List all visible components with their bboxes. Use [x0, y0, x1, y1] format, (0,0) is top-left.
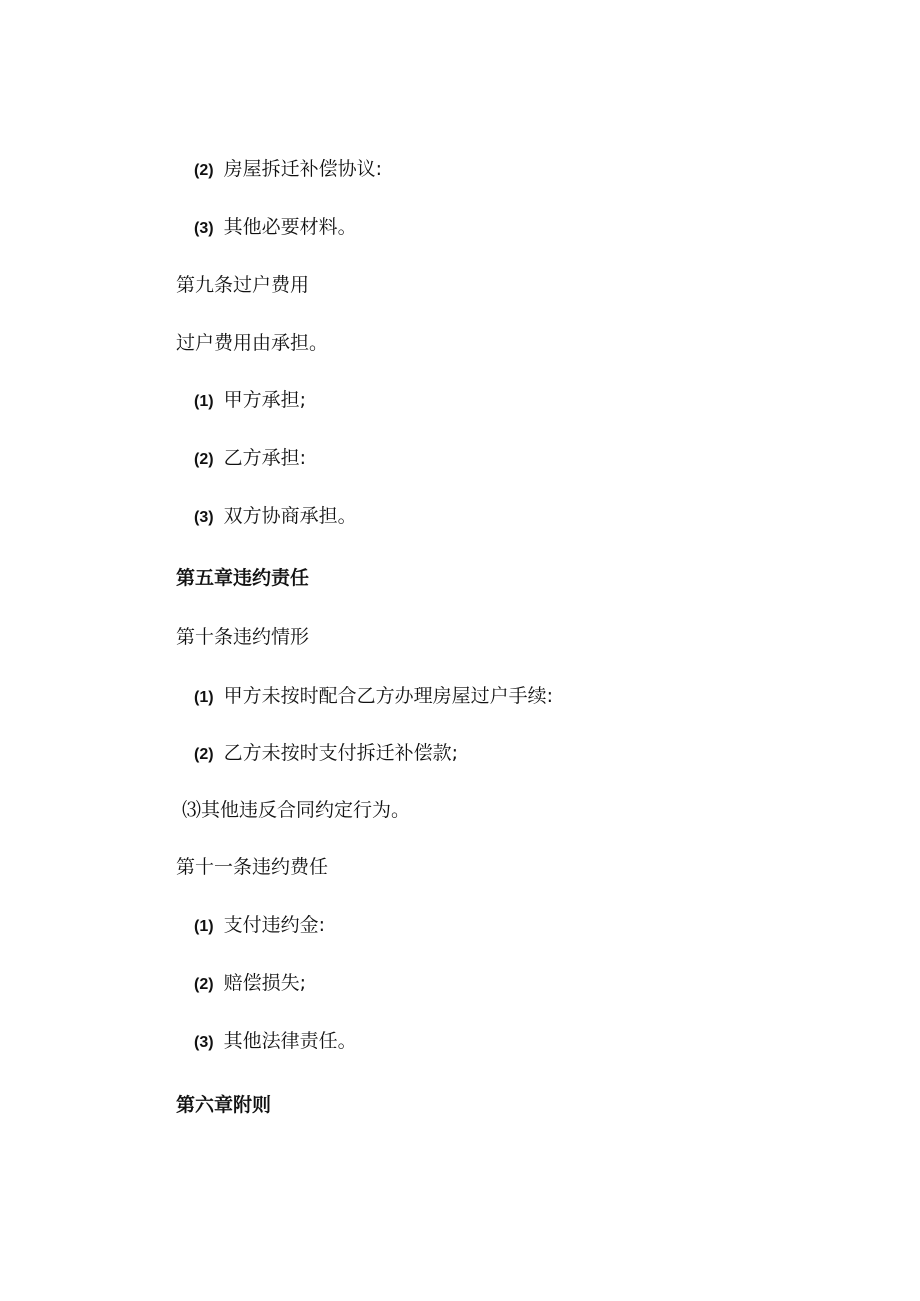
article-title: 第十一条违约费任	[176, 856, 329, 878]
list-item	[194, 684, 553, 710]
item-text: 房屋拆迁补偿协议:	[223, 158, 382, 180]
item-number: (3)	[194, 220, 214, 237]
item-text: 甲方承担;	[223, 389, 306, 411]
list-item	[194, 157, 382, 183]
chapter-heading: 第六章附则	[176, 1094, 272, 1116]
list-item	[194, 446, 306, 472]
chapter-heading: 第五章违约责任	[176, 567, 310, 589]
item-text: 乙方承担:	[223, 447, 306, 469]
paragraph: 过户费用由承担。	[176, 332, 329, 354]
item-text: 其他法律责任。	[223, 1030, 357, 1052]
item-number: (1)	[194, 689, 214, 706]
item-text: 乙方未按时支付拆迁补偿款;	[223, 742, 458, 764]
list-item	[194, 215, 357, 241]
item-text: 双方协商承担。	[223, 505, 357, 527]
item-number: (3)	[194, 1034, 214, 1051]
item-number: (2)	[194, 451, 214, 468]
list-item	[194, 913, 325, 939]
article-title: 第九条过户费用	[176, 274, 310, 296]
item-number: (2)	[194, 976, 214, 993]
list-item	[194, 388, 306, 414]
item-number: (3)	[194, 509, 214, 526]
list-item	[194, 504, 357, 530]
item-number: (2)	[194, 162, 214, 179]
item-text: 甲方未按时配合乙方办理房屋过户手续:	[223, 685, 553, 707]
list-item	[194, 741, 458, 767]
item-number: (1)	[194, 918, 214, 935]
item-number: (1)	[194, 393, 214, 410]
list-item: ⑶其他违反合同约定行为。	[182, 799, 411, 821]
item-number: (2)	[194, 746, 214, 763]
item-text: 支付违约金:	[223, 914, 325, 936]
list-item	[194, 971, 306, 997]
list-item	[194, 1029, 357, 1055]
item-text: 赔偿损失;	[223, 972, 306, 994]
item-text: 其他必要材料。	[223, 216, 357, 238]
article-title: 第十条违约情形	[176, 626, 310, 648]
